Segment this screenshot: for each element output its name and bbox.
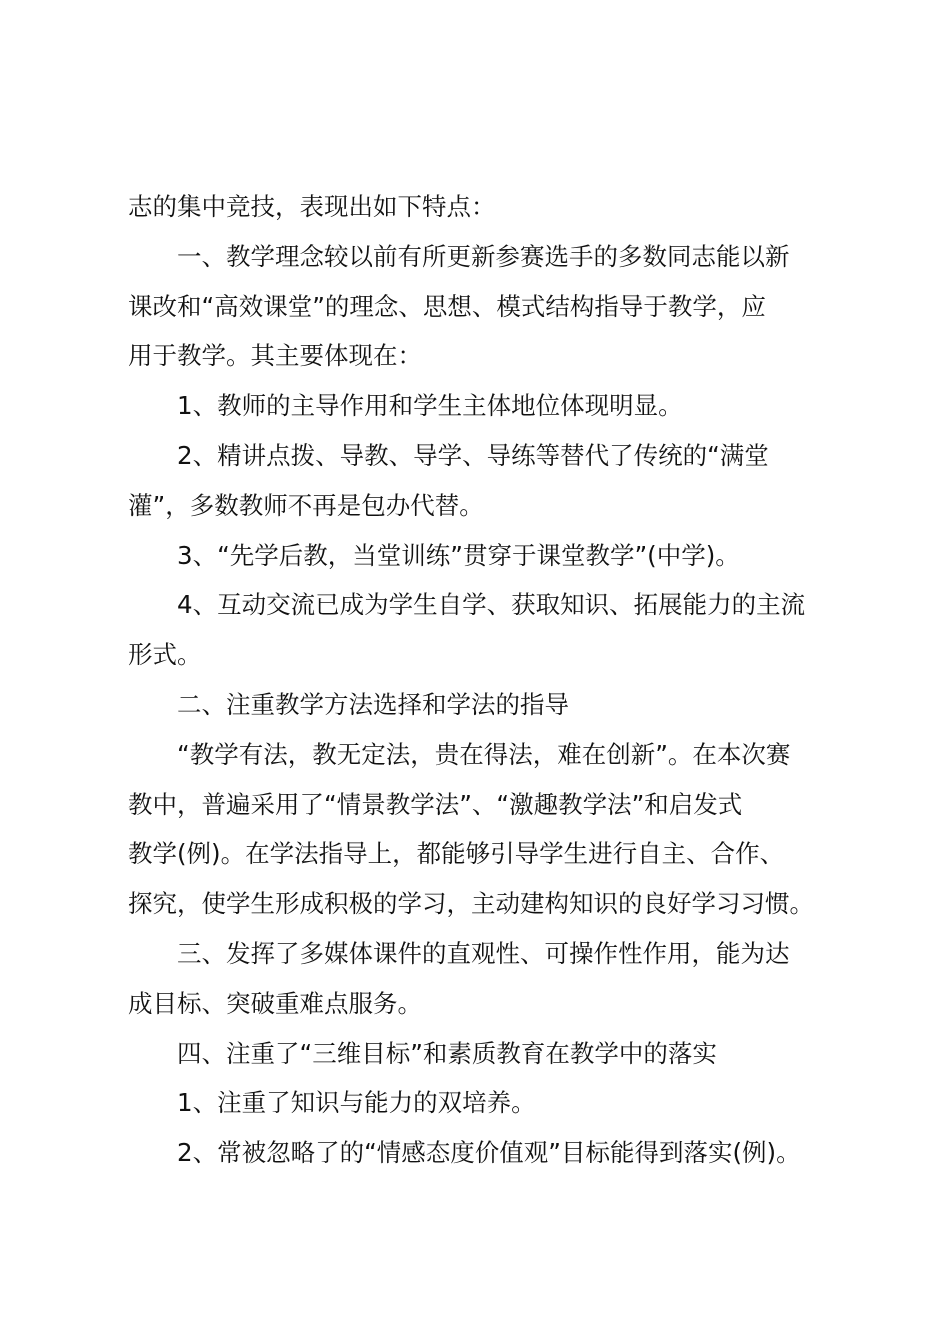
paragraph-5 (128, 531, 840, 581)
paragraph-line: 3、“先学后教，当堂训练”贯穿于课堂教学”(中学)。 (177, 540, 740, 570)
paragraph-line: 三、发挥了多媒体课件的直观性、可操作性作用，能为达 (177, 938, 790, 968)
paragraph-2 (128, 232, 840, 381)
paragraph-1 (128, 182, 840, 232)
paragraph-line: 成目标、突破重难点服务。 (128, 988, 422, 1018)
paragraph-9 (128, 929, 840, 1029)
paragraph-line: 形式。 (128, 640, 202, 670)
paragraph-line: 探究，使学生形成积极的学习，主动建构知识的良好学习习惯。 (128, 889, 814, 919)
paragraph-line: “教学有法，教无定法，贵在得法，难在创新”。在本次赛 (177, 739, 791, 769)
paragraph-line: 2、常被忽略了的“情感态度价值观”目标能得到落实(例)。 (177, 1138, 801, 1168)
paragraph-line: 教学(例)。在学法指导上，都能够引导学生进行自主、合作、 (128, 839, 785, 869)
paragraph-line: 1、教师的主导作用和学生主体地位体现明显。 (177, 391, 683, 421)
paragraph-12 (128, 1128, 840, 1178)
paragraph-line: 四、注重了“三维目标”和素质教育在教学中的落实 (177, 1038, 717, 1068)
document-body (128, 182, 840, 1178)
paragraph-line: 2、精讲点拨、导教、导学、导练等替代了传统的“满堂 (177, 440, 769, 470)
paragraph-line: 二、注重教学方法选择和学法的指导 (177, 689, 569, 719)
paragraph-line: 用于教学。其主要体现在： (128, 341, 422, 371)
paragraph-10 (128, 1029, 840, 1079)
paragraph-line: 课改和“高效课堂”的理念、思想、模式结构指导于教学，应 (128, 291, 766, 321)
paragraph-8 (128, 730, 840, 929)
paragraph-11 (128, 1078, 840, 1128)
paragraph-6 (128, 580, 840, 680)
paragraph-line: 1、注重了知识与能力的双培养。 (177, 1088, 536, 1118)
paragraph-line: 4、互动交流已成为学生自学、获取知识、拓展能力的主流 (177, 590, 806, 620)
paragraph-line: 灌”，多数教师不再是包办代替。 (128, 490, 484, 520)
paragraph-line: 教中，普遍采用了“情景教学法”、“激趣教学法”和启发式 (128, 789, 743, 819)
paragraph-line: 志的集中竞技，表现出如下特点： (128, 192, 496, 221)
paragraph-line: 一、教学理念较以前有所更新参赛选手的多数同志能以新 (177, 241, 790, 271)
paragraph-3 (128, 381, 840, 431)
paragraph-7 (128, 680, 840, 730)
paragraph-4 (128, 431, 840, 531)
